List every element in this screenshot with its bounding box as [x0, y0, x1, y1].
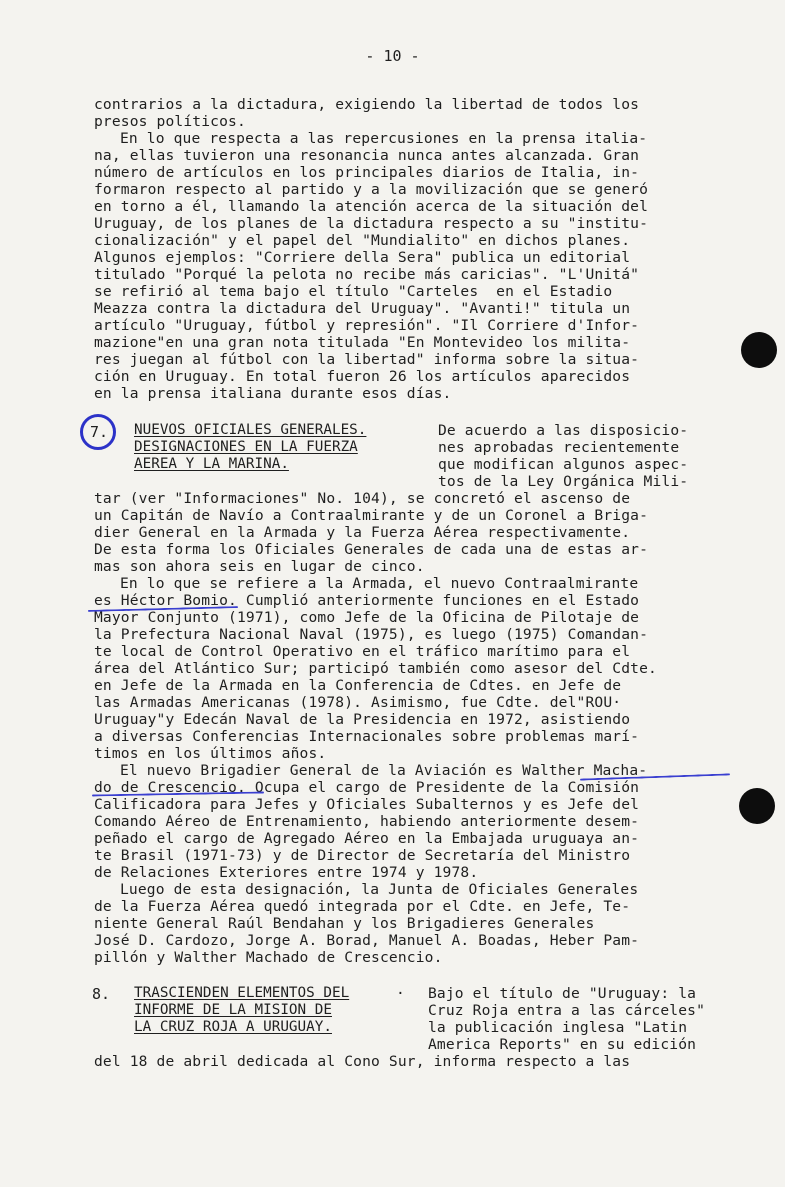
body-line: número de artículos en los principales diarios de Italia, in-	[94, 164, 640, 181]
body-line: presos políticos.	[94, 113, 246, 130]
section-7-right-text: tos de la Ley Orgánica Mili-	[438, 473, 689, 490]
body-line: res juegan al fútbol con la libertad" informa sobre la situa-	[94, 351, 640, 368]
body-line: Meazza contra la dictadura del Uruguay". "Avanti!" titula un	[94, 300, 631, 317]
section-8-heading: TRASCIENDEN ELEMENTOS DEL	[134, 985, 350, 1001]
body-line: El nuevo Brigadier General de la Aviación es Walther Macha-	[120, 762, 648, 779]
body-line: Algunos ejemplos: "Corriere della Sera" publica un editorial	[94, 249, 631, 266]
body-line: en la prensa italiana durante esos días.	[94, 385, 452, 402]
body-line: ción en Uruguay. En total fueron 26 los artículos aparecidos	[94, 368, 631, 385]
body-line: de la Fuerza Aérea quedó integrada por el Cdte. en Jefe, Te-	[94, 898, 631, 915]
body-line: Uruguay"y Edecán Naval de la Presidencia en 1972, asistiendo	[94, 711, 631, 728]
body-line: Calificadora para Jefes y Oficiales Subalternos y es Jefe del	[94, 796, 640, 813]
body-line: En lo que respecta a las repercusiones en la prensa italia-	[120, 130, 648, 147]
body-line: mazione"en una gran nota titulada "En Montevideo los milita-	[94, 334, 631, 351]
section-7-heading: NUEVOS OFICIALES GENERALES.	[134, 422, 367, 438]
body-line: José D. Cardozo, Jorge A. Borad, Manuel A. Boadas, Heber Pam-	[94, 932, 640, 949]
body-line: de Relaciones Exteriores entre 1974 y 1978.	[94, 864, 479, 881]
section-8-dot: ·	[396, 985, 405, 1002]
section-8-right-text: Cruz Roja entra a las cárceles"	[428, 1002, 706, 1019]
body-line: tar (ver "Informaciones" No. 104), se concretó el ascenso de	[94, 490, 631, 507]
body-line: contrarios a la dictadura, exigiendo la libertad de todos los	[94, 96, 640, 113]
page-number: - 10 -	[365, 47, 420, 65]
section-8-number: 8.	[92, 985, 111, 1003]
section-7-heading: AEREA Y LA MARINA.	[134, 456, 289, 472]
body-line: Luego de esta designación, la Junta de Oficiales Generales	[120, 881, 639, 898]
body-line: Uruguay, de los planes de la dictadura respecto a su "institu-	[94, 215, 649, 232]
body-line: dier General en la Armada y la Fuerza Aérea respectivamente.	[94, 524, 631, 541]
body-line: titulado "Porqué la pelota no recibe más caricias". "L'Unitá"	[94, 266, 640, 283]
section-8-heading: LA CRUZ ROJA A URUGUAY.	[134, 1019, 332, 1035]
body-line: un Capitán de Navío a Contraalmirante y de un Coronel a Briga-	[94, 507, 649, 524]
section-8-right-text: la publicación inglesa "Latin	[428, 1019, 688, 1036]
body-line: en Jefe de la Armada en la Conferencia de Cdtes. en Jefe de	[94, 677, 622, 694]
body-line: del 18 de abril dedicada al Cono Sur, informa respecto a las	[94, 1053, 631, 1070]
body-line: peñado el cargo de Agregado Aéreo en la Embajada uruguaya an-	[94, 830, 640, 847]
body-line: timos en los últimos años.	[94, 745, 327, 762]
section-7-right-text: que modifican algunos aspec-	[438, 456, 689, 473]
section-8-right-text: Bajo el título de "Uruguay: la	[428, 985, 697, 1002]
section-7-right-text: De acuerdo a las disposicio-	[438, 422, 689, 439]
body-line: las Armadas Americanas (1978). Asimismo, fue Cdte. del"ROU·	[94, 694, 622, 711]
body-line: te Brasil (1971-73) y de Director de Secretaría del Ministro	[94, 847, 631, 864]
binder-hole	[739, 788, 775, 824]
body-line: formaron respecto al partido y a la movilización que se generó	[94, 181, 649, 198]
body-line: Mayor Conjunto (1971), como Jefe de la Oficina de Pilotaje de	[94, 609, 640, 626]
section-7-right-text: nes aprobadas recientemente	[438, 439, 680, 456]
body-line: pillón y Walther Machado de Crescencio.	[94, 949, 443, 966]
body-line: área del Atlántico Sur; participó también como asesor del Cdte.	[94, 660, 657, 677]
body-line: a diversas Conferencias Internacionales sobre problemas marí-	[94, 728, 640, 745]
body-line: mas son ahora seis en lugar de cinco.	[94, 558, 425, 575]
section-7-heading: DESIGNACIONES EN LA FUERZA	[134, 439, 358, 455]
body-line: la Prefectura Nacional Naval (1975), es luego (1975) Comandan-	[94, 626, 649, 643]
body-line: te local de Control Operativo en el tráfico marítimo para el	[94, 643, 631, 660]
body-line: artículo "Uruguay, fútbol y represión". "Il Corriere d'Infor-	[94, 317, 640, 334]
section-8-right-text: America Reports" en su edición	[428, 1036, 697, 1053]
body-line: se refirió al tema bajo el título "Carteles en el Estadio	[94, 283, 613, 300]
body-line: cionalización" y el papel del "Mundialito" en dichos planes.	[94, 232, 631, 249]
body-line: do de Crescencio. Ocupa el cargo de Presidente de la Comisión	[94, 779, 640, 796]
body-line: en torno a él, llamando la atención acerca de la situación del	[94, 198, 649, 215]
body-line: Comando Aéreo de Entrenamiento, habiendo anteriormente desem-	[94, 813, 640, 830]
body-line: De esta forma los Oficiales Generales de cada una de estas ar-	[94, 541, 649, 558]
body-line: na, ellas tuvieron una resonancia nunca antes alcanzada. Gran	[94, 147, 640, 164]
binder-hole	[741, 332, 777, 368]
section-7-number: 7.	[90, 423, 109, 441]
body-line: niente General Raúl Bendahan y los Brigadieres Generales	[94, 915, 595, 932]
body-line: En lo que se refiere a la Armada, el nuevo Contraalmirante	[120, 575, 639, 592]
body-line: es Héctor Bomio. Cumplió anteriormente funciones en el Estado	[94, 592, 640, 609]
section-8-heading: INFORME DE LA MISION DE	[134, 1002, 332, 1018]
